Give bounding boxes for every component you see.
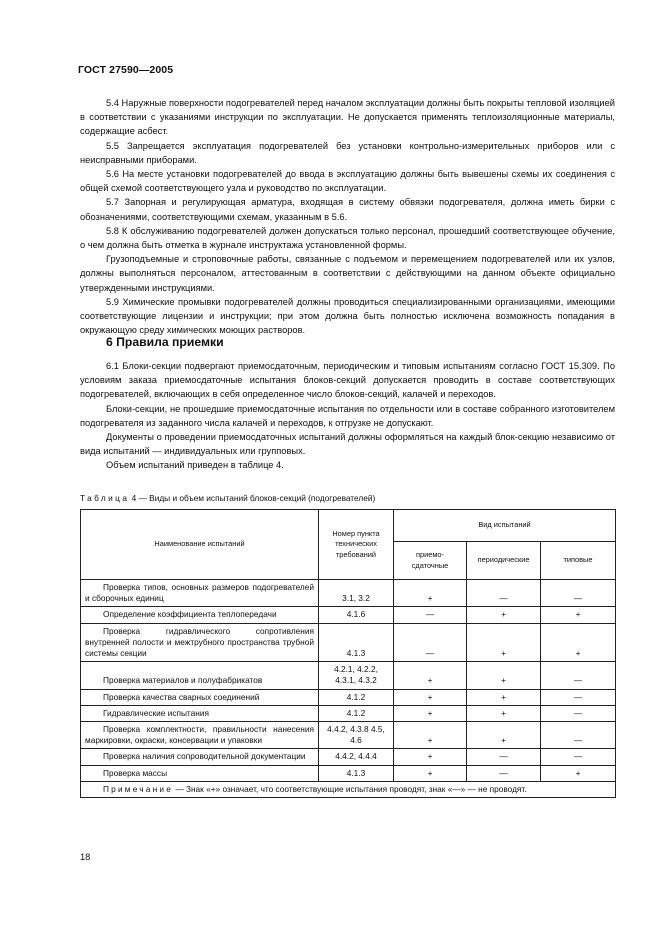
cell-type: +: [541, 607, 616, 623]
cell-clause: 3.1, 3.2: [319, 580, 394, 607]
cell-clause: 4.2.1, 4.2.2, 4.3.1, 4.3.2: [319, 662, 394, 689]
paragraph-5-8: 5.8 К обслуживанию подогревателей должен допускаться только персонал, прошедший соответствующее обучение, о чем должна быть отметка в журнале инструктажа установленной формы.: [80, 225, 615, 251]
cell-periodic: —: [467, 749, 541, 765]
paragraph-scope: Объем испытаний приведен в таблице 4.: [106, 460, 284, 471]
cell-acceptance: +: [394, 580, 467, 607]
cell-periodic: +: [467, 623, 541, 662]
cell-periodic: +: [467, 662, 541, 689]
cell-periodic: +: [467, 607, 541, 623]
table-note-row: [81, 781, 616, 797]
cell-name: Гидравлические испытания: [81, 705, 319, 721]
table-row: [81, 623, 616, 662]
tests-table: [80, 509, 616, 798]
cell-name: Определение коэффициента теплопередачи: [81, 607, 319, 623]
table-note-prefix: Примечание: [103, 783, 174, 794]
table-row: [81, 607, 616, 623]
table-caption-prefix: Таблица: [80, 493, 130, 503]
cell-periodic: —: [467, 765, 541, 781]
cell-clause: 4.4.2, 4.4.4: [319, 749, 394, 765]
cell-periodic: —: [467, 580, 541, 607]
cell-periodic: +: [467, 722, 541, 749]
cell-clause: 4.1.3: [319, 765, 394, 781]
table-row: [81, 689, 616, 705]
paragraph-lifting: Грузоподъемные и строповочные работы, связанные с подъемом и перемещением подогревателей или их узлов, должны выполняться персоналом, аттестованным в соответствии с действующими на данном объекте официально утвержденными инструкциями.: [80, 254, 615, 293]
cell-acceptance: +: [394, 749, 467, 765]
cell-clause: 4.1.6: [319, 607, 394, 623]
cell-acceptance: —: [394, 623, 467, 662]
table-caption-text: 4 — Виды и объем испытаний блоков-секций (подогревателей): [131, 493, 376, 503]
table-row: [81, 662, 616, 689]
cell-name: Проверка наличия сопроводительной документации: [81, 749, 319, 765]
header-acceptance: приемо-сдаточные: [394, 542, 467, 580]
cell-type: —: [541, 580, 616, 607]
document-header: ГОСТ 27590—2005: [78, 64, 174, 76]
cell-name: Проверка гидравлического сопротивления внутренней полости и межтрубного пространства трубной системы секции: [81, 623, 319, 662]
table-row: [81, 705, 616, 721]
paragraph-documents: Документы о проведении приемосдаточных испытаний должны оформляться на каждый блок-секцию независимо от вида испытаний — индивидуальных или групповых.: [80, 432, 615, 457]
paragraph-5-7: 5.7 Запорная и регулирующая арматура, входящая в систему обвязки подогревателя, должна иметь бирки с обозначениями, соответствующими схемам, указанным в 5.6.: [80, 197, 615, 222]
header-test-name: Наименование испытаний: [81, 510, 319, 580]
cell-acceptance: —: [394, 607, 467, 623]
cell-type: +: [541, 623, 616, 662]
paragraph-5-5: 5.5 Запрещается эксплуатация подогревателей без установки контрольно-измерительных приборов или с неисправными приборами.: [80, 140, 615, 165]
section-5-text: [80, 96, 615, 337]
cell-type: —: [541, 689, 616, 705]
table-caption: [80, 493, 375, 503]
table-row: [81, 765, 616, 781]
cell-type: —: [541, 749, 616, 765]
paragraph-6-1: 6.1 Блоки-секции подвергают приемосдаточным, периодическим и типовым испытаниям согласно ГОСТ 15.309. По условиям заказа приемосдаточные испытания блоков-секций допускается проводить в составе соответствующих подогревателей, включающих в себя определенное число блоков-секций, калачей и переходов.: [80, 361, 615, 400]
table-row: [81, 580, 616, 607]
cell-name: Проверка качества сварных соединений: [81, 689, 319, 705]
table-row: [81, 749, 616, 765]
cell-clause: 4.1.3: [319, 623, 394, 662]
cell-clause: 4.4.2, 4.3.8 4.5, 4.6: [319, 722, 394, 749]
cell-type: —: [541, 722, 616, 749]
cell-acceptance: +: [394, 765, 467, 781]
table-row: [81, 722, 616, 749]
cell-name: Проверка комплектности, правильности нанесения маркировки, окраски, консервации и упаковки: [81, 722, 319, 749]
table-note-text: — Знак «+» означает, что соответствующие испытания проводят, знак «—» — не проводят.: [173, 783, 527, 794]
cell-type: +: [541, 765, 616, 781]
cell-name: Проверка массы: [81, 765, 319, 781]
cell-acceptance: +: [394, 705, 467, 721]
section-6-text: [80, 359, 615, 473]
cell-clause: 4.1.2: [319, 689, 394, 705]
paragraph-5-4: 5.4 Наружные поверхности подогревателей перед началом эксплуатации должны быть покрыты тепловой изоляцией в соответствии с указаниями инструкции по эксплуатации. Не допускается применять теплоизоляционные материалы, содержащие асбест.: [80, 98, 615, 137]
page-number: 18: [80, 852, 91, 862]
cell-acceptance: +: [394, 722, 467, 749]
header-test-kind: Вид испытаний: [394, 510, 616, 542]
table-header-row: [81, 510, 616, 542]
cell-name: Проверка типов, основных размеров подогревателей и сборочных единиц: [81, 580, 319, 607]
cell-clause: 4.1.2: [319, 705, 394, 721]
cell-type: —: [541, 662, 616, 689]
header-type: типовые: [541, 542, 616, 580]
header-periodic: периодические: [467, 542, 541, 580]
header-clause: Номер пункта технических требований: [319, 510, 394, 580]
cell-type: —: [541, 705, 616, 721]
table-note: [81, 781, 616, 797]
cell-acceptance: +: [394, 662, 467, 689]
paragraph-5-6: 5.6 На месте установки подогревателей до ввода в эксплуатацию должны быть вывешены схемы их соединения с общей схемой соответствующего узла и руководство по эксплуатации.: [80, 169, 615, 194]
cell-periodic: +: [467, 689, 541, 705]
paragraph-5-9: 5.9 Химические промывки подогревателей должны проводиться специализированными организациями, имеющими соответствующие лицензии и инструкции; при этом должна быть полностью исключена возможность попадания в окружающую среду химических моющих растворов.: [80, 296, 615, 336]
section-6-title: 6 Правила приемки: [106, 335, 224, 349]
cell-name: Проверка материалов и полуфабрикатов: [81, 662, 319, 689]
cell-periodic: +: [467, 705, 541, 721]
paragraph-blocks: Блоки-секции, не прошедшие приемосдаточные испытания по отдельности или в составе собранного изготовителем подогревателя из заданного числа калачей и переходов, к отгрузке не допускают.: [80, 403, 615, 428]
cell-acceptance: +: [394, 689, 467, 705]
